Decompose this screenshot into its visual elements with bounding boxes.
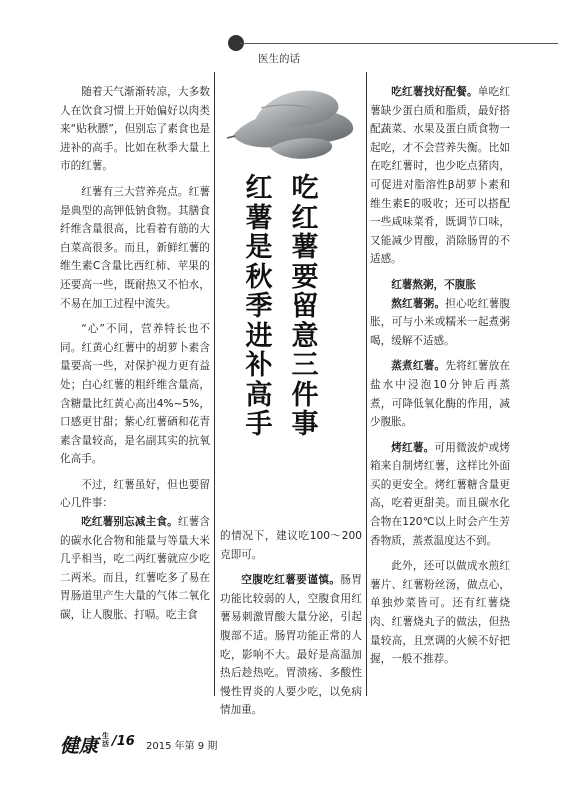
- paragraph: [220, 571, 362, 720]
- paragraph-body: 肠胃功能比较弱的人，空腹食用红薯易刺激胃酸大量分泌，引起腹部不适。肠胃功能正常的人吃，影响不大。最好是高温加热后趁热吃。胃溃疡、多酸性慢性胃炎的人要少吃，以免病情加重。: [220, 574, 363, 717]
- sub-heading: 红薯熬粥，不腹胀: [391, 278, 476, 291]
- paragraph: [370, 439, 510, 551]
- issue-label: 2015 年第 9 期: [146, 741, 218, 752]
- paragraph: 不过，红薯虽好，但也要留心几件事：: [60, 478, 210, 510]
- article-title-line-2: 红薯是秋季进补高手: [245, 173, 273, 440]
- paragraph-body: 先将红薯放在盐水中浸泡10分钟后再蒸煮，可降低氧化酶的作用，减少腹胀。: [370, 360, 510, 429]
- column-divider-left: [214, 72, 215, 696]
- sweet-potato-image: [225, 78, 360, 168]
- text-column-middle: [220, 527, 362, 720]
- paragraph-body: 红薯含的碳水化合物和能量与等量大米几乎相当，吃二两红薯就应少吃二两米。而且，红薯吃多了易在胃肠道里产生大量的气体二氧化碳，让人腹胀、打嗝。吃主食: [60, 516, 211, 622]
- paragraph: [370, 295, 510, 351]
- paragraph: [370, 357, 510, 431]
- keyword-lead: 吃红薯找好配餐。: [391, 86, 478, 98]
- magazine-logo-sub: 生活: [102, 732, 109, 748]
- section-label: 医生的话: [258, 53, 300, 65]
- text-column-left: [60, 83, 210, 625]
- paragraph: 随着天气渐渐转凉，大多数人在饮食习惯上开始偏好以肉类来“贴秋膘”，但别忘了素食也是进补的高手。比如在秋季大量上市的红薯。: [60, 86, 210, 173]
- keyword-lead: 吃红薯别忘减主食。: [81, 516, 178, 529]
- paragraph: 的情况下，建议吃100～200克即可。: [220, 530, 362, 561]
- keyword-lead: 熬红薯粥。: [391, 297, 446, 310]
- article-title-line-1: 吃红薯要留意三件事: [291, 173, 319, 440]
- text-column-right: [370, 83, 510, 669]
- keyword-lead: 空腹吃红薯要谨慎。: [241, 574, 341, 587]
- column-divider-right: [366, 72, 367, 696]
- keyword-lead: 蒸煮红薯。: [391, 360, 446, 373]
- paragraph-body: 可用微波炉或烤箱来自制烤红薯，这样比外面买的更安全。烤红薯糖含量更高，吃着更甜美。而且碳水化合物在120℃以上时会产生芳香物质，蒸煮温度达不到。: [370, 441, 511, 547]
- paragraph: [60, 513, 210, 625]
- paragraph: [370, 83, 510, 269]
- paragraph: 此外，还可以做成水煎红薯片、红薯粉丝汤，做点心，单独炒菜皆可。还有红薯烧肉、红薯烧丸子的做法，但热量较高，且烹调的火候不好把握，一般不推荐。: [370, 560, 510, 666]
- paragraph: “心”不同，营养特长也不同。红黄心红薯中的胡萝卜素含量要高一些，对保护视力更有益处；白心红薯的粗纤维含量高，含糖量比红黄心高出4%~5%，口感更甘甜；紫心红薯硒和花青素含量较高，是名副其实的抗氧化高手。: [60, 323, 210, 466]
- magazine-logo: 健康: [60, 735, 99, 757]
- header-rule: [240, 43, 558, 44]
- page-number: /16: [112, 734, 135, 749]
- paragraph-body: 单吃红薯缺少蛋白质和脂质，最好搭配蔬菜、水果及蛋白质食物一起吃，才不会营养失衡。比如在吃红薯时，也少吃点猪肉，可促进对脂溶性β胡萝卜素和维生素E的吸收；还可以搭配一些咸味菜肴，既调节口味，又能减少胃酸，消除肠胃的不适感。: [370, 86, 511, 266]
- paragraph: 红薯有三大营养亮点。红薯是典型的高钾低钠食物。其膳食纤维含量很高，比看着有筋的大白菜高很多。而且，新鲜红薯的维生素C含量比西红柿、苹果的还要高一些，既耐热又不怕水，不易在加工过程中流失。: [60, 185, 210, 310]
- paragraph-body: 担心吃红薯腹胀，可与小米或糯米一起煮粥喝，缓解不适感。: [370, 297, 510, 347]
- keyword-lead: 烤红薯。: [391, 441, 435, 454]
